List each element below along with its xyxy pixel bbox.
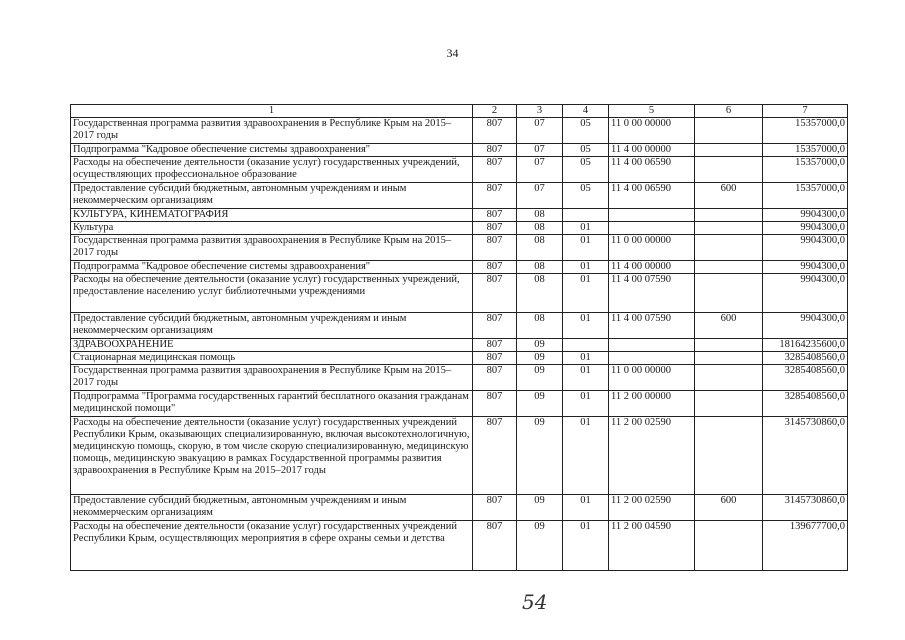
row-name-cell: Стационарная медицинская помощь xyxy=(71,352,473,365)
code-cell-6 xyxy=(695,274,763,313)
amount-cell: 9904300,0 xyxy=(763,313,848,339)
code-cell-5: 11 4 00 06590 xyxy=(609,157,695,183)
code-cell-6 xyxy=(695,261,763,274)
code-cell-6 xyxy=(695,417,763,495)
table-row xyxy=(71,144,848,157)
header-cell: 1 xyxy=(71,105,473,118)
amount-cell: 15357000,0 xyxy=(763,157,848,183)
code-cell-4: 01 xyxy=(563,391,609,417)
header-cell: 3 xyxy=(517,105,563,118)
code-cell-3: 08 xyxy=(517,235,563,261)
table-row xyxy=(71,222,848,235)
code-cell-5: 11 4 00 00000 xyxy=(609,261,695,274)
code-cell-4 xyxy=(563,339,609,352)
code-cell-3: 09 xyxy=(517,352,563,365)
code-cell-5: 11 2 00 04590 xyxy=(609,521,695,571)
code-cell-5: 11 4 00 07590 xyxy=(609,313,695,339)
code-cell-6 xyxy=(695,521,763,571)
code-cell-6 xyxy=(695,352,763,365)
table-row xyxy=(71,157,848,183)
table-row xyxy=(71,495,848,521)
code-cell-4: 01 xyxy=(563,365,609,391)
header-cell: 4 xyxy=(563,105,609,118)
code-cell-2: 807 xyxy=(473,144,517,157)
table-row xyxy=(71,274,848,313)
table-row xyxy=(71,417,848,495)
code-cell-4: 01 xyxy=(563,521,609,571)
code-cell-2: 807 xyxy=(473,261,517,274)
table-row xyxy=(71,183,848,209)
amount-cell: 9904300,0 xyxy=(763,209,848,222)
code-cell-6 xyxy=(695,235,763,261)
code-cell-5: 11 2 00 02590 xyxy=(609,417,695,495)
code-cell-5: 11 2 00 02590 xyxy=(609,495,695,521)
code-cell-2: 807 xyxy=(473,313,517,339)
row-name-cell: Подпрограмма "Кадровое обеспечение системы здравоохранения" xyxy=(71,261,473,274)
amount-cell: 9904300,0 xyxy=(763,235,848,261)
amount-cell: 3285408560,0 xyxy=(763,391,848,417)
row-name-cell: Расходы на обеспечение деятельности (оказание услуг) государственных учреждений Республики Крым, осуществляющих мероприятия в сфере охраны семьи и детства xyxy=(71,521,473,571)
code-cell-6 xyxy=(695,209,763,222)
code-cell-4: 01 xyxy=(563,417,609,495)
code-cell-4: 01 xyxy=(563,495,609,521)
code-cell-5 xyxy=(609,209,695,222)
header-cell: 7 xyxy=(763,105,848,118)
code-cell-3: 07 xyxy=(517,183,563,209)
table-row xyxy=(71,391,848,417)
row-name-cell: Расходы на обеспечение деятельности (оказание услуг) государственных учреждений, предоставление населению услуг библиотечными учреждениями xyxy=(71,274,473,313)
code-cell-2: 807 xyxy=(473,521,517,571)
code-cell-2: 807 xyxy=(473,118,517,144)
amount-cell: 3145730860,0 xyxy=(763,495,848,521)
table-row xyxy=(71,118,848,144)
code-cell-5: 11 4 00 00000 xyxy=(609,144,695,157)
code-cell-3: 08 xyxy=(517,261,563,274)
code-cell-6: 600 xyxy=(695,183,763,209)
code-cell-2: 807 xyxy=(473,391,517,417)
code-cell-6 xyxy=(695,339,763,352)
code-cell-4: 05 xyxy=(563,144,609,157)
row-name-cell: Подпрограмма "Программа государственных гарантий бесплатного оказания гражданам медицинской помощи" xyxy=(71,391,473,417)
amount-cell: 9904300,0 xyxy=(763,222,848,235)
code-cell-2: 807 xyxy=(473,235,517,261)
code-cell-2: 807 xyxy=(473,352,517,365)
amount-cell: 18164235600,0 xyxy=(763,339,848,352)
code-cell-4: 01 xyxy=(563,261,609,274)
code-cell-2: 807 xyxy=(473,339,517,352)
amount-cell: 15357000,0 xyxy=(763,144,848,157)
code-cell-6 xyxy=(695,222,763,235)
code-cell-3: 07 xyxy=(517,144,563,157)
code-cell-3: 08 xyxy=(517,209,563,222)
code-cell-3: 09 xyxy=(517,521,563,571)
table-row xyxy=(71,352,848,365)
header-cell: 5 xyxy=(609,105,695,118)
code-cell-6 xyxy=(695,365,763,391)
code-cell-3: 08 xyxy=(517,274,563,313)
code-cell-6 xyxy=(695,157,763,183)
code-cell-5: 11 4 00 06590 xyxy=(609,183,695,209)
row-name-cell: Предоставление субсидий бюджетным, автономным учреждениям и иным некоммерческим организациям xyxy=(71,495,473,521)
amount-cell: 9904300,0 xyxy=(763,261,848,274)
table-row xyxy=(71,313,848,339)
code-cell-2: 807 xyxy=(473,495,517,521)
code-cell-5: 11 0 00 00000 xyxy=(609,365,695,391)
code-cell-3: 09 xyxy=(517,391,563,417)
budget-table xyxy=(70,104,848,571)
code-cell-4: 01 xyxy=(563,274,609,313)
code-cell-5: 11 0 00 00000 xyxy=(609,235,695,261)
row-name-cell: Подпрограмма "Кадровое обеспечение системы здравоохранения" xyxy=(71,144,473,157)
amount-cell: 139677700,0 xyxy=(763,521,848,571)
amount-cell: 15357000,0 xyxy=(763,118,848,144)
header-cell: 6 xyxy=(695,105,763,118)
code-cell-6 xyxy=(695,144,763,157)
row-name-cell: Предоставление субсидий бюджетным, автономным учреждениям и иным некоммерческим организациям xyxy=(71,313,473,339)
code-cell-3: 09 xyxy=(517,417,563,495)
code-cell-6 xyxy=(695,118,763,144)
header-cell: 2 xyxy=(473,105,517,118)
code-cell-4: 05 xyxy=(563,157,609,183)
table-row xyxy=(71,339,848,352)
code-cell-2: 807 xyxy=(473,417,517,495)
handwritten-page-mark: 54 xyxy=(522,590,548,614)
code-cell-4: 05 xyxy=(563,118,609,144)
code-cell-5 xyxy=(609,339,695,352)
row-name-cell: Предоставление субсидий бюджетным, автономным учреждениям и иным некоммерческим организациям xyxy=(71,183,473,209)
code-cell-6: 600 xyxy=(695,495,763,521)
code-cell-4: 05 xyxy=(563,183,609,209)
code-cell-5: 11 2 00 00000 xyxy=(609,391,695,417)
row-name-cell: Государственная программа развития здравоохранения в Республике Крым на 2015–2017 годы xyxy=(71,235,473,261)
code-cell-3: 08 xyxy=(517,222,563,235)
code-cell-4: 01 xyxy=(563,352,609,365)
code-cell-4: 01 xyxy=(563,222,609,235)
table-row xyxy=(71,521,848,571)
row-name-cell: Расходы на обеспечение деятельности (оказание услуг) государственных учреждений, осуществляющих профессиональное образование xyxy=(71,157,473,183)
row-name-cell: Культура xyxy=(71,222,473,235)
table-row xyxy=(71,235,848,261)
table-row xyxy=(71,365,848,391)
row-name-cell: Государственная программа развития здравоохранения в Республике Крым на 2015–2017 годы xyxy=(71,118,473,144)
amount-cell: 3285408560,0 xyxy=(763,352,848,365)
row-name-cell: ЗДРАВООХРАНЕНИЕ xyxy=(71,339,473,352)
code-cell-2: 807 xyxy=(473,365,517,391)
amount-cell: 9904300,0 xyxy=(763,274,848,313)
code-cell-5 xyxy=(609,222,695,235)
code-cell-5: 11 0 00 00000 xyxy=(609,118,695,144)
code-cell-4: 01 xyxy=(563,313,609,339)
code-cell-3: 09 xyxy=(517,339,563,352)
page-number: 34 xyxy=(446,46,459,60)
table-row xyxy=(71,209,848,222)
code-cell-4 xyxy=(563,209,609,222)
code-cell-5: 11 4 00 07590 xyxy=(609,274,695,313)
table-header-row xyxy=(71,105,848,118)
amount-cell: 3285408560,0 xyxy=(763,365,848,391)
code-cell-2: 807 xyxy=(473,274,517,313)
code-cell-6: 600 xyxy=(695,313,763,339)
code-cell-3: 07 xyxy=(517,118,563,144)
code-cell-3: 07 xyxy=(517,157,563,183)
amount-cell: 15357000,0 xyxy=(763,183,848,209)
code-cell-5 xyxy=(609,352,695,365)
code-cell-3: 09 xyxy=(517,495,563,521)
code-cell-2: 807 xyxy=(473,222,517,235)
row-name-cell: Расходы на обеспечение деятельности (оказание услуг) государственных учреждений Республики Крым, оказывающих специализированную, включая высокотехнологичную, медицинскую помощь, скорую, в том числе скорую специализированную, медицинскую помощь, медицинскую эвакуацию в рамках Государственной программы развития здравоохранения в Республике Крым на 2015–2017 годы xyxy=(71,417,473,495)
code-cell-2: 807 xyxy=(473,183,517,209)
code-cell-6 xyxy=(695,391,763,417)
code-cell-2: 807 xyxy=(473,157,517,183)
code-cell-3: 08 xyxy=(517,313,563,339)
row-name-cell: КУЛЬТУРА, КИНЕМАТОГРАФИЯ xyxy=(71,209,473,222)
table-row xyxy=(71,261,848,274)
code-cell-4: 01 xyxy=(563,235,609,261)
amount-cell: 3145730860,0 xyxy=(763,417,848,495)
code-cell-3: 09 xyxy=(517,365,563,391)
code-cell-2: 807 xyxy=(473,209,517,222)
row-name-cell: Государственная программа развития здравоохранения в Республике Крым на 2015–2017 годы xyxy=(71,365,473,391)
